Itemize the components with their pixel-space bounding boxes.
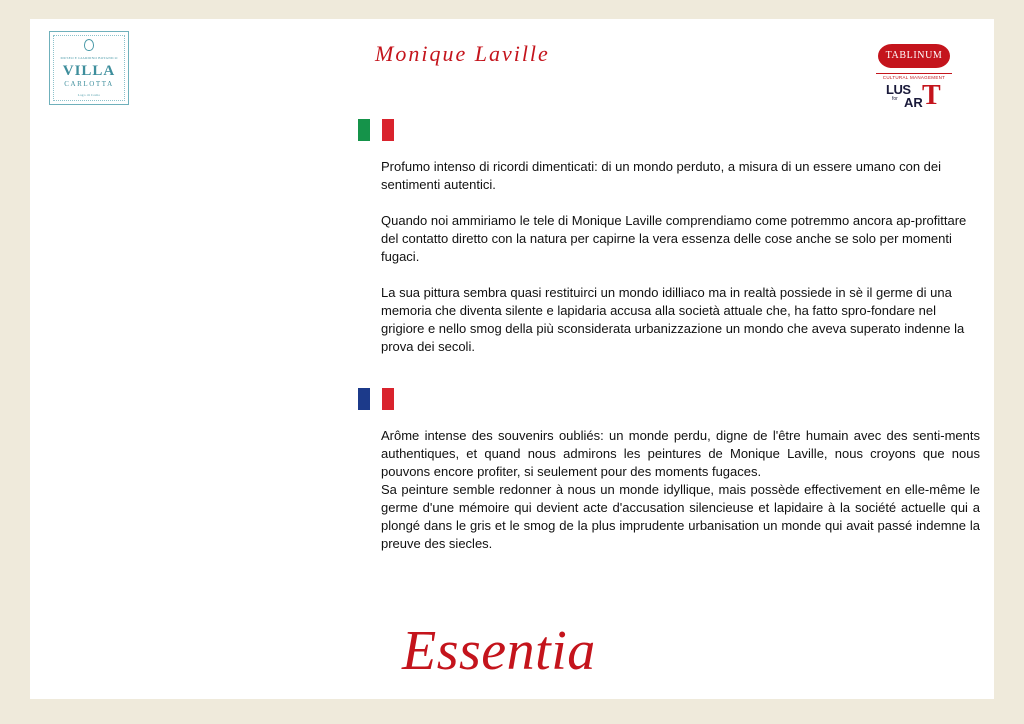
footer-title: Essentia xyxy=(402,620,596,682)
french-paragraph: Sa peinture semble redonner à nous un monde idyllique, mais possède effectivement en elle-même le germe d'une mémoire qui devient acte d'accusation silencieuse et lapidaire à la société actuelle qui a plongé dans le gris et le smog de la plus imprudente urbanisation un monde qui avait passé indemne la preuve des siecles. xyxy=(381,482,980,551)
lust-logo-part3: AR xyxy=(904,95,923,110)
italian-flag-icon xyxy=(358,119,394,141)
french-paragraph: Arôme intense des souvenirs oubliés: un monde perdu, digne de l'être humain avec des senti-ments authentiques, et quand nous admirons les peintures de Monique Laville, nous croyons que nous pouvons encore profiter, si seulement pour des moments fugaces. xyxy=(381,428,980,479)
lust-logo-part4: T xyxy=(922,80,941,111)
villa-carlotta-logo xyxy=(45,27,135,107)
flag-stripe xyxy=(370,119,382,141)
lust-for-art-logo xyxy=(886,82,942,114)
italian-text xyxy=(381,158,980,374)
crest-icon xyxy=(84,39,94,51)
tablinum-logo xyxy=(876,44,952,80)
italian-paragraph: La sua pittura sembra quasi restituirci un mondo idilliaco ma in realtà possiede in sè il germe di una memoria che diventa silente e lapidaria accusa alla società attuale che, ha fatto spro-fondare nel grigiore e nello smog della più sconsiderata urbanizzazione un mondo che aveva superato indenne la prova dei secoli. xyxy=(381,285,965,354)
villa-logo-name: VILLA xyxy=(62,63,116,79)
flag-stripe xyxy=(382,119,394,141)
page-sheet xyxy=(30,19,994,699)
tablinum-name: TABLINUM xyxy=(878,44,950,68)
villa-logo-sub: CARLOTTA xyxy=(64,80,114,88)
flag-stripe xyxy=(370,388,382,410)
french-flag-icon xyxy=(358,388,394,410)
page-title: Monique Laville xyxy=(375,41,550,66)
tablinum-tagline: CULTURAL MANAGEMENT xyxy=(876,73,952,80)
lust-logo-part2: for xyxy=(892,96,898,102)
flag-stripe xyxy=(358,119,370,141)
lust-logo-part1: LUS xyxy=(886,82,911,97)
italian-paragraph: Profumo intenso di ricordi dimenticati: di un mondo perduto, a misura di un essere umano con dei sentimenti autentici. xyxy=(381,159,942,192)
villa-logo-place: Lago di Como xyxy=(77,93,101,97)
french-text xyxy=(381,427,980,553)
flag-stripe xyxy=(358,388,370,410)
italian-paragraph: Quando noi ammiriamo le tele di Monique Laville comprendiamo come potremmo ancora ap-profittare del contatto diretto con la natura per capirne la vera essenza delle cose anche se solo per momenti fugaci. xyxy=(381,213,967,264)
villa-logo-top-text: MUSEO E GIARDINO BOTANICO xyxy=(60,56,118,60)
flag-stripe xyxy=(382,388,394,410)
